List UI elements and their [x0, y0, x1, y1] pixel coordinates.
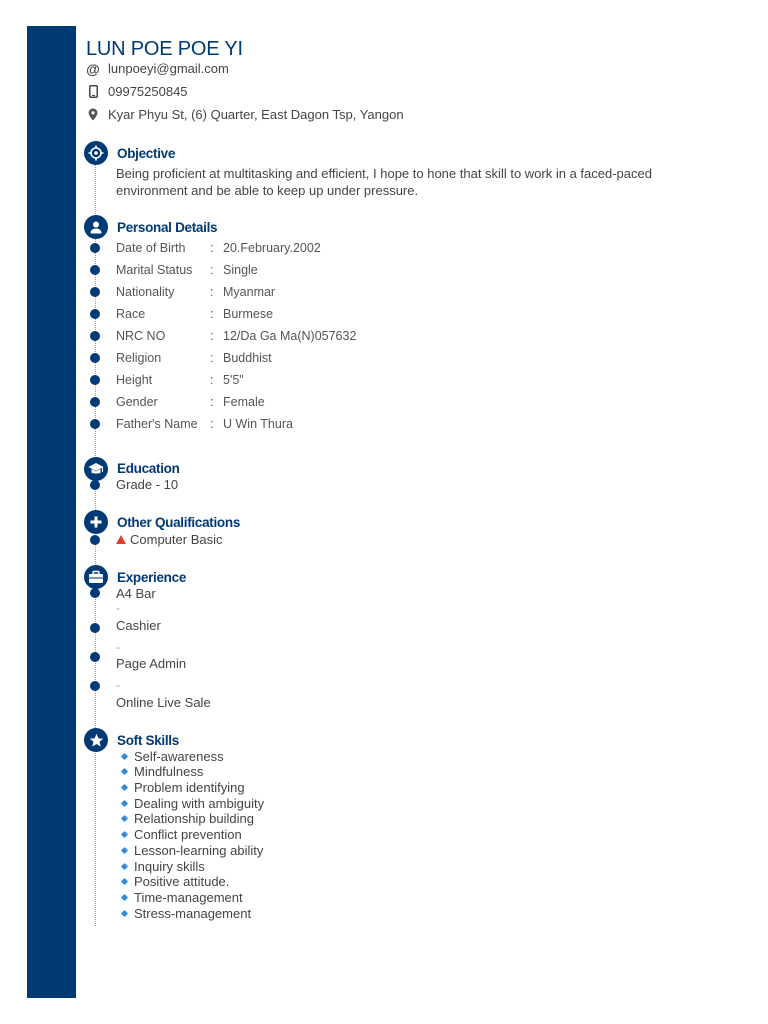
detail-label: Religion — [116, 351, 162, 365]
experience-separator: - — [116, 601, 120, 615]
timeline-dot — [90, 287, 100, 297]
detail-value: Myanmar — [223, 285, 276, 299]
phone-text: 09975250845 — [108, 84, 188, 99]
timeline-dot — [90, 535, 100, 545]
diamond-bullet-icon — [121, 815, 128, 822]
detail-label: Nationality — [116, 285, 175, 299]
detail-separator: : — [210, 241, 214, 255]
diamond-bullet-icon — [121, 847, 128, 854]
experience-item: Page Admin — [116, 656, 187, 671]
diamond-bullet-icon — [121, 800, 128, 807]
timeline-dot — [90, 623, 100, 633]
education-item: Grade - 10 — [116, 477, 179, 492]
detail-separator: : — [210, 307, 214, 321]
timeline-dot — [90, 353, 100, 363]
experience-item: Cashier — [116, 618, 161, 633]
graduation-cap-icon — [84, 457, 108, 481]
skill-text: Dealing with ambiguity — [134, 796, 265, 811]
detail-row — [116, 351, 272, 365]
detail-value: Female — [223, 395, 265, 409]
skill-text: Conflict prevention — [134, 827, 242, 842]
detail-value: U Win Thura — [223, 417, 293, 431]
skill-text: Mindfulness — [134, 764, 204, 779]
detail-separator: : — [210, 373, 214, 387]
qualification-item — [116, 532, 222, 547]
section-title-personal-details: Personal Details — [117, 220, 218, 235]
detail-label: Height — [116, 373, 153, 387]
detail-separator: : — [210, 395, 214, 409]
skill-item — [122, 859, 205, 874]
email-line — [86, 61, 229, 76]
experience-separator: - — [116, 640, 120, 654]
timeline-dot — [90, 243, 100, 253]
detail-label: Gender — [116, 395, 158, 409]
skill-item — [122, 843, 263, 858]
section-title-objective: Objective — [117, 146, 176, 161]
timeline-dot — [90, 309, 100, 319]
skill-item — [122, 780, 245, 795]
section-title-soft-skills: Soft Skills — [117, 733, 179, 748]
diamond-bullet-icon — [121, 863, 128, 870]
experience-item: Online Live Sale — [116, 695, 211, 710]
email-text: lunpoeyi@gmail.com — [108, 61, 229, 76]
map-pin-icon — [86, 108, 100, 122]
detail-separator: : — [210, 329, 214, 343]
detail-row — [116, 417, 293, 431]
diamond-bullet-icon — [121, 894, 128, 901]
skill-text: Inquiry skills — [134, 859, 205, 874]
timeline-dot — [90, 588, 100, 598]
skill-text: Positive attitude. — [134, 874, 230, 889]
at-sign-icon: @ — [86, 60, 100, 77]
briefcase-icon — [84, 565, 108, 589]
phone-line — [86, 84, 188, 99]
timeline-dot — [90, 419, 100, 429]
skill-text: Time-management — [134, 890, 243, 905]
timeline-dot — [90, 331, 100, 341]
detail-value: 20.February.2002 — [223, 241, 321, 255]
left-sidebar-bar — [27, 26, 76, 998]
skill-text: Lesson-learning ability — [134, 843, 264, 858]
skill-item — [122, 890, 243, 905]
section-title-education: Education — [117, 461, 180, 476]
detail-separator: : — [210, 417, 214, 431]
skill-text: Problem identifying — [134, 780, 245, 795]
diamond-bullet-icon — [121, 831, 128, 838]
detail-row — [116, 307, 273, 321]
detail-separator: : — [210, 263, 214, 277]
experience-item: A4 Bar — [116, 586, 156, 601]
skill-text: Relationship building — [134, 811, 254, 826]
detail-separator: : — [210, 285, 214, 299]
experience-separator: - — [116, 678, 120, 692]
detail-row — [116, 263, 258, 277]
timeline-dot — [90, 397, 100, 407]
detail-row — [116, 241, 321, 255]
skill-item — [122, 827, 242, 842]
diamond-bullet-icon — [121, 768, 128, 775]
skill-item — [122, 749, 224, 764]
detail-value: 12/Da Ga Ma(N)057632 — [223, 329, 357, 343]
skill-text: Stress-management — [134, 906, 252, 921]
address-line — [86, 107, 404, 122]
plus-icon — [84, 510, 108, 534]
section-title-experience: Experience — [117, 570, 187, 585]
detail-row — [116, 395, 265, 409]
skill-item — [122, 906, 251, 921]
diamond-bullet-icon — [121, 753, 128, 760]
detail-separator: : — [210, 351, 214, 365]
star-icon — [84, 728, 108, 752]
skill-item — [122, 764, 203, 779]
detail-value: Single — [223, 263, 258, 277]
detail-label: Date of Birth — [116, 241, 186, 255]
timeline-dot — [90, 265, 100, 275]
detail-label: Marital Status — [116, 263, 193, 277]
crosshair-icon — [84, 141, 108, 165]
section-title-other-qualifications: Other Qualifications — [117, 515, 241, 530]
detail-value: Burmese — [223, 307, 274, 321]
detail-value: 5'5" — [223, 373, 244, 387]
detail-label: Race — [116, 307, 146, 321]
address-text: Kyar Phyu St, (6) Quarter, East Dagon Tsp, Yangon — [108, 107, 404, 122]
candidate-name: LUN POE POE YI — [86, 38, 243, 60]
timeline-dot — [90, 375, 100, 385]
diamond-bullet-icon — [121, 910, 128, 917]
triangle-bullet-icon — [116, 535, 126, 544]
person-icon — [84, 215, 108, 239]
skill-item — [122, 811, 254, 826]
detail-row — [116, 373, 244, 387]
timeline-dot — [90, 652, 100, 662]
detail-row — [116, 329, 356, 343]
mobile-phone-icon — [86, 85, 100, 99]
detail-label: NRC NO — [116, 329, 166, 343]
objective-line-2: environment and be able to keep up under pressure. — [116, 183, 419, 198]
objective-line-1: Being proficient at multitasking and efficient, I hope to hone that skill to work in a faced-paced — [116, 166, 652, 181]
detail-label: Father's Name — [116, 417, 198, 431]
skill-item — [122, 796, 264, 811]
skill-item — [122, 874, 229, 889]
diamond-bullet-icon — [121, 784, 128, 791]
timeline-dot — [90, 681, 100, 691]
detail-value: Buddhist — [223, 351, 272, 365]
skill-text: Self-awareness — [134, 749, 224, 764]
qualification-text: Computer Basic — [130, 532, 223, 547]
detail-row — [116, 285, 275, 299]
timeline-dot — [90, 480, 100, 490]
diamond-bullet-icon — [121, 878, 128, 885]
